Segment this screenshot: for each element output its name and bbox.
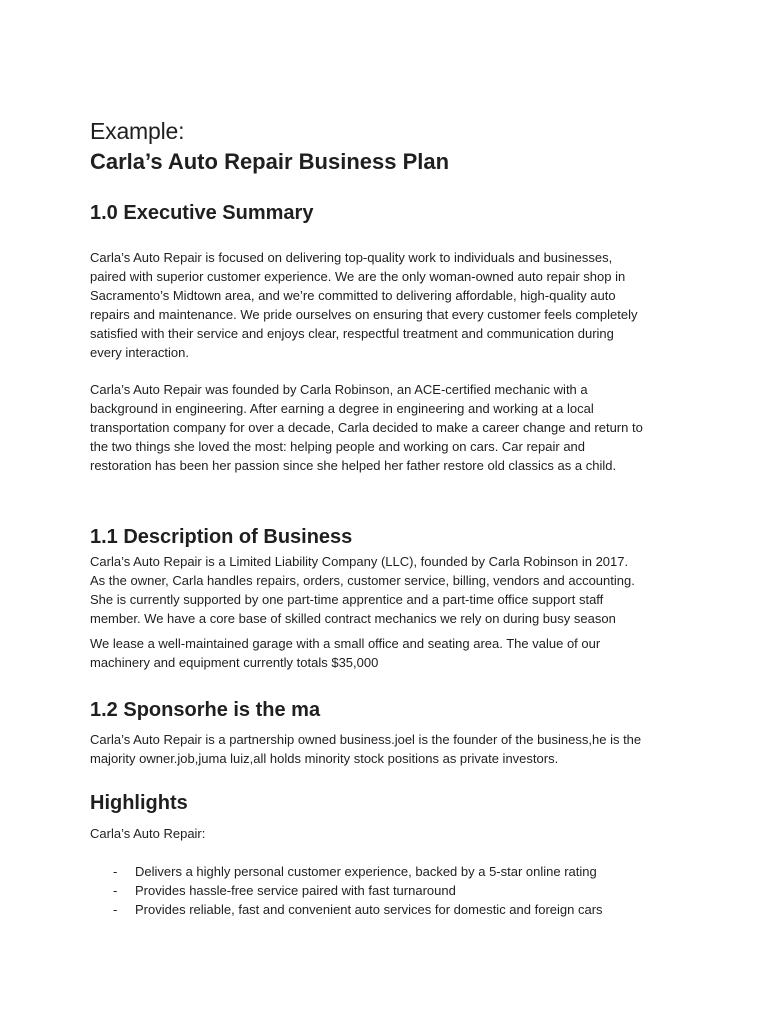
text-line: every interaction. (90, 345, 189, 360)
sponsor-heading: 1.2 Sponsorhe is the ma (90, 699, 321, 721)
highlights-intro (90, 824, 690, 843)
text-line: Carla’s Auto Repair is a partnership owned business.joel is the founder of the business,he is the (90, 732, 642, 747)
text-line: restoration has been her passion since she helped her father restore old classics as a child. (90, 458, 617, 473)
bullet-dash: - (113, 883, 118, 898)
text-line: paired with superior customer experience. We are the only woman-owned auto repair shop in (90, 269, 626, 284)
description-heading: 1.1 Description of Business (90, 526, 353, 548)
document-title: Carla’s Auto Repair Business Plan (90, 149, 450, 174)
highlights-heading: Highlights (90, 792, 188, 814)
text-line: transportation company for over a decade, Carla decided to make a career change and return to (90, 420, 643, 435)
sponsor-paragraph (90, 730, 690, 768)
text-line: Carla’s Auto Repair was founded by Carla Robinson, an ACE-certified mechanic with a (90, 382, 588, 397)
text-line: the two things she loved the most: helping people and working on cars. Car repair and (90, 439, 586, 454)
text-line: repairs and maintenance. We pride ourselves on ensuring that every customer feels completely (90, 307, 638, 322)
list-item-text: Delivers a highly personal customer experience, backed by a 5-star online rating (135, 864, 597, 879)
bullet-dash: - (113, 902, 118, 917)
text-line: Carla’s Auto Repair is a Limited Liability Company (LLC), founded by Carla Robinson in 2017. (90, 554, 629, 569)
text-line: She is currently supported by one part-time apprentice and a part-time office support staff (90, 592, 604, 607)
list-item (90, 881, 603, 900)
text-line: We lease a well-maintained garage with a small office and seating area. The value of our (90, 636, 601, 651)
text-line: majority owner.job,juma luiz,all holds minority stock positions as private investors. (90, 751, 559, 766)
list-item (90, 900, 603, 919)
document-title-prefix: Example: (90, 118, 185, 144)
text-line: As the owner, Carla handles repairs, orders, customer service, billing, vendors and accounting. (90, 573, 635, 588)
executive-summary-paragraph-1 (90, 248, 690, 362)
text-line: Sacramento’s Midtown area, and we’re committed to delivering affordable, high-quality auto (90, 288, 616, 303)
executive-summary-paragraph-2 (90, 380, 690, 475)
text-line: satisfied with their service and enjoys clear, respectful treatment and communication during (90, 326, 614, 341)
bullet-dash: - (113, 864, 118, 879)
list-item-text: Provides hassle-free service paired with fast turnaround (135, 883, 456, 898)
text-line: Carla’s Auto Repair is focused on delivering top-quality work to individuals and businesses, (90, 250, 613, 265)
description-paragraph-1 (90, 552, 690, 628)
text-line: machinery and equipment currently totals $35,000 (90, 655, 379, 670)
description-paragraph-2 (90, 634, 690, 672)
executive-summary-heading: 1.0 Executive Summary (90, 202, 314, 224)
text-line: member. We have a core base of skilled contract mechanics we rely on during busy season (90, 611, 616, 626)
text-line: background in engineering. After earning a degree in engineering and working at a local (90, 401, 594, 416)
text-line: Carla’s Auto Repair: (90, 826, 206, 841)
list-item (90, 862, 603, 881)
highlights-list (90, 862, 603, 919)
list-item-text: Provides reliable, fast and convenient auto services for domestic and foreign cars (135, 902, 603, 917)
